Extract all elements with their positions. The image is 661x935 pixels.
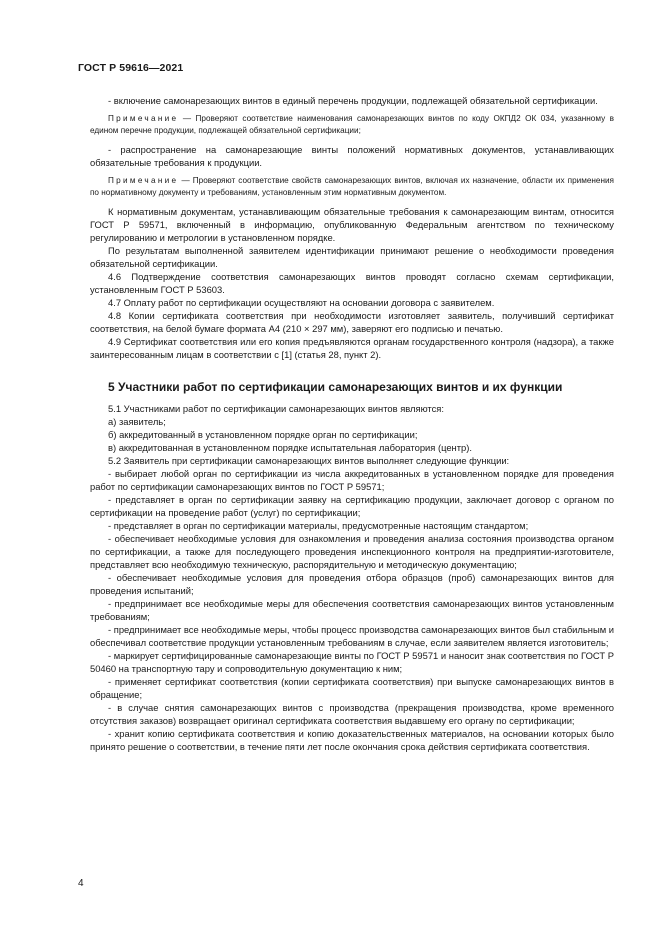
note [90, 113, 614, 137]
list-item: - применяет сертификат соответствия (копии сертификата соответствия) при выпуске самонарезающих винтов в обращение; [90, 676, 614, 700]
document-body [90, 94, 614, 753]
list-item: б) аккредитованный в установленном порядке орган по сертификации; [108, 429, 418, 440]
list-item: - маркирует сертифицированные самонарезающие винты по ГОСТ Р 59571 и наносит знак соответствия по ГОСТ Р 50460 на транспортную тару и сопроводительную документацию к ним; [90, 650, 614, 674]
paragraph: 5.1 Участниками работ по сертификации самонарезающих винтов являются: [108, 403, 444, 414]
note-label: Примечание [108, 176, 179, 185]
paragraph: К нормативным документам, устанавливающим обязательные требования к самонарезающим винтам, относится ГОСТ Р 59571, включенный в информацию, опубликованную Федеральным агентством по техническому регулированию и метрологии в установленном порядке. [90, 206, 614, 243]
paragraph: - распространение на самонарезающие винты положений нормативных документов, устанавливающих обязательные требования к продукции. [90, 144, 614, 168]
paragraph: 4.9 Сертификат соответствия или его копия предъявляются органам государственного контроля (надзора), а также заинтересованным лицам в соответствии с [1] (статья 28, пункт 2). [90, 336, 614, 360]
paragraph: 4.8 Копии сертификата соответствия при необходимости изготовляет заявитель, получивший сертификат соответствия, на белой бумаге формата А4 (210 × 297 мм), заверяют его подписью и печатью. [90, 310, 614, 334]
paragraph: 4.7 Оплату работ по сертификации осуществляют на основании договора с заявителем. [108, 297, 495, 308]
list-item: - в случае снятия самонарезающих винтов с производства (прекращения производства, кроме временного отсутствия заказов) возвращает оригинал сертификата соответствия выдавшему его органу по сертификации; [90, 702, 614, 726]
page-number: 4 [78, 878, 84, 889]
document-code-header: ГОСТ Р 59616—2021 [78, 62, 184, 74]
list-item: - обеспечивает необходимые условия для проведения отбора образцов (проб) самонарезающих винтов для проведения испытаний; [90, 572, 614, 596]
list-item: - обеспечивает необходимые условия для ознакомления и проведения анализа состояния производства органом по сертификации, а также для последующего проведения инспекционного контроля на предприятии-изготовителе, представляет всю необходимую техническую, распорядительную и методическую документацию; [90, 533, 614, 570]
list-item: - представляет в орган по сертификации заявку на сертификацию продукции, заключает договор с органом по сертификации на проведение работ (услуг) по сертификации; [90, 494, 614, 518]
list-item: в) аккредитованная в установленном порядке испытательная лаборатория (центр). [108, 442, 472, 453]
paragraph: 5.2 Заявитель при сертификации самонарезающих винтов выполняет следующие функции: [108, 455, 510, 466]
note-text: — Проверяют соответствие наименования самонарезающих винтов по коду ОКПД2 ОК 034, указанному в едином перечне продукции, подлежащей обязательной сертификации; [90, 114, 614, 135]
list-item: - выбирает любой орган по сертификации из числа аккредитованных в установленном порядке для проведения работ по сертификации самонарезающих винтов по ГОСТ Р 59571; [90, 468, 614, 492]
list-item: - представляет в орган по сертификации материалы, предусмотренные настоящим стандартом; [108, 520, 529, 531]
list-item: - предпринимает все необходимые меры для обеспечения соответствия самонарезающих винтов установленным требованиям; [90, 598, 614, 622]
paragraph: По результатам выполненной заявителем идентификации принимают решение о необходимости проведения обязательной сертификации. [90, 245, 614, 269]
note [90, 175, 614, 199]
list-item: а) заявитель; [108, 416, 166, 427]
list-item: - предпринимает все необходимые меры, чтобы процесс производства самонарезающих винтов был стабильным и обеспечивал соответствие продукции установленным требованиям в случае, если заявителем является изготовитель; [90, 624, 614, 648]
note-text: — Проверяют соответствие свойств самонарезающих винтов, включая их назначение, области их применения по нормативному документу и требованиям, установленным этим нормативным документом. [90, 176, 614, 197]
list-item: - хранит копию сертификата соответствия и копию доказательственных материалов, на основании которых было принято решение о соответствии, в течение пяти лет после окончания срока действия сертификата соответствия. [90, 728, 614, 752]
paragraph: 4.6 Подтверждение соответствия самонарезающих винтов проводят согласно схемам сертификации, установленным ГОСТ Р 53603. [90, 271, 614, 295]
note-label: Примечание [108, 114, 179, 123]
paragraph: - включение самонарезающих винтов в единый перечень продукции, подлежащей обязательной сертификации. [108, 95, 598, 106]
section-heading: 5 Участники работ по сертификации самонарезающих винтов и их функции [108, 380, 563, 394]
